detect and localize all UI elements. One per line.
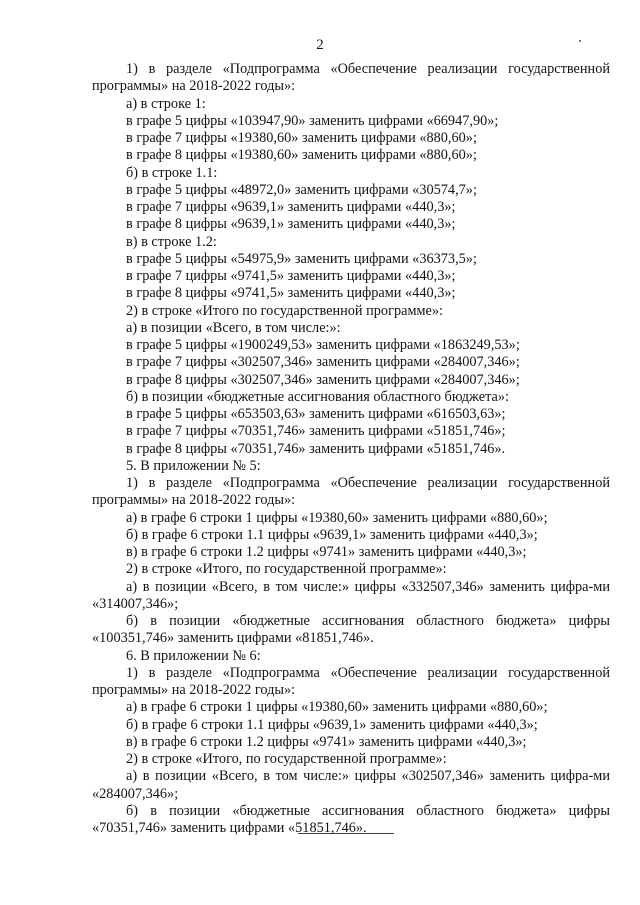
paragraph-line: 2) в строке «Итого, по государственной программе»: bbox=[126, 561, 447, 578]
paragraph-line: 1) в разделе «Подпрограмма «Обеспечение реализации государственной программы» на 2018-2022 годы»: bbox=[92, 61, 610, 95]
document-body bbox=[92, 61, 610, 837]
scan-speck bbox=[579, 40, 581, 42]
paragraph-line: 2) в строке «Итого, по государственной программе»: bbox=[126, 751, 447, 767]
end-rule bbox=[298, 833, 394, 834]
paragraph-line: в) в строке 1.2: bbox=[126, 233, 217, 250]
paragraph-line: б) в позиции «бюджетные ассигнования областного бюджета» цифры «100351,746» заменить цифрами «81851,746». bbox=[92, 613, 610, 647]
paragraph-line: в графе 5 цифры «48972,0» заменить цифрами «30574,7»; bbox=[126, 181, 477, 198]
paragraph-line: в графе 5 цифры «103947,90» заменить цифрами «66947,90»; bbox=[126, 112, 499, 129]
paragraph-line: в графе 8 цифры «19380,60» заменить цифрами «880,60»; bbox=[126, 147, 477, 164]
paragraph-line: в графе 7 цифры «70351,746» заменить цифрами «51851,746»; bbox=[126, 423, 506, 440]
paragraph-line: б) в позиции «бюджетные ассигнования областного бюджета»: bbox=[126, 388, 509, 405]
paragraph-line: б) в графе 6 строки 1.1 цифры «9639,1» заменить цифрами «440,3»; bbox=[126, 526, 538, 543]
paragraph-line: в графе 8 цифры «302507,346» заменить цифрами «284007,346»; bbox=[126, 371, 520, 388]
paragraph-line: в графе 8 цифры «9639,1» заменить цифрами «440,3»; bbox=[126, 216, 456, 233]
paragraph-line: в графе 5 цифры «1900249,53» заменить цифрами «1863249,53»; bbox=[126, 337, 520, 353]
paragraph-line: а) в графе 6 строки 1 цифры «19380,60» заменить цифрами «880,60»; bbox=[126, 509, 548, 526]
paragraph-line: в) в графе 6 строки 1.2 цифры «9741» заменить цифрами «440,3»; bbox=[126, 733, 527, 750]
paragraph-line: 2) в строке «Итого по государственной программе»: bbox=[126, 302, 444, 319]
paragraph-line: в графе 8 цифры «70351,746» заменить цифрами «51851,746». bbox=[126, 440, 506, 457]
paragraph-line: а) в позиции «Всего, в том числе:» цифры «302507,346» заменить цифра-ми «284007,346»; bbox=[92, 768, 610, 802]
page-number: 2 bbox=[316, 37, 324, 53]
paragraph-line: а) в позиции «Всего, в том числе:»: bbox=[126, 319, 341, 336]
paragraph-line: а) в графе 6 строки 1 цифры «19380,60» заменить цифрами «880,60»; bbox=[126, 699, 548, 716]
paragraph-line: в графе 7 цифры «9741,5» заменить цифрами «440,3»; bbox=[126, 268, 456, 284]
paragraph-line: 5. В приложении № 5: bbox=[126, 457, 261, 474]
paragraph-line: 1) в разделе «Подпрограмма «Обеспечение реализации государственной программы» на 2018-2022 годы»: bbox=[92, 664, 610, 698]
paragraph-line: б) в строке 1.1: bbox=[126, 164, 218, 181]
paragraph-line: в графе 7 цифры «9639,1» заменить цифрами «440,3»; bbox=[126, 199, 456, 215]
paragraph-line: в графе 5 цифры «653503,63» заменить цифрами «616503,63»; bbox=[126, 406, 506, 422]
paragraph-line: б) в графе 6 строки 1.1 цифры «9639,1» заменить цифрами «440,3»; bbox=[126, 716, 538, 733]
paragraph-line: 6. В приложении № 6: bbox=[126, 647, 261, 664]
paragraph-line: в графе 8 цифры «9741,5» заменить цифрами «440,3»; bbox=[126, 285, 456, 302]
paragraph-line: 1) в разделе «Подпрограмма «Обеспечение реализации государственной программы» на 2018-2022 годы»: bbox=[92, 475, 610, 509]
paragraph-line: в) в графе 6 строки 1.2 цифры «9741» заменить цифрами «440,3»; bbox=[126, 544, 527, 560]
paragraph-line: в графе 7 цифры «302507,346» заменить цифрами «284007,346»; bbox=[126, 354, 520, 371]
paragraph-line: в графе 7 цифры «19380,60» заменить цифрами «880,60»; bbox=[126, 130, 477, 146]
paragraph-line: а) в строке 1: bbox=[126, 95, 206, 112]
paragraph-line: а) в позиции «Всего, в том числе:» цифры «332507,346» заменить цифра-ми «314007,346»; bbox=[92, 578, 610, 612]
paragraph-line: б) в позиции «бюджетные ассигнования областного бюджета» цифры «70351,746» заменить цифрами «51851,746». bbox=[92, 802, 610, 836]
paragraph-line: в графе 5 цифры «54975,9» заменить цифрами «36373,5»; bbox=[126, 250, 477, 267]
